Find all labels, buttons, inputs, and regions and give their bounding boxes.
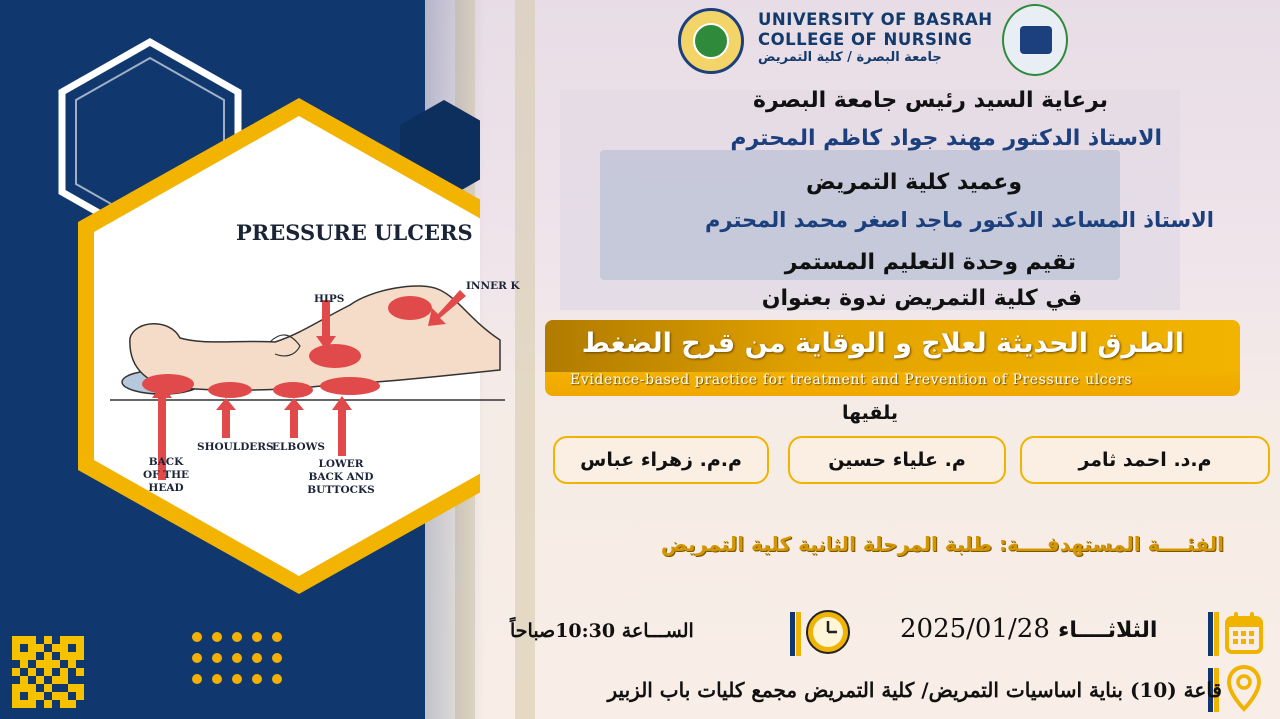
label-back-of-head: BACK OF THE HEAD: [143, 456, 189, 494]
separator: [796, 612, 801, 656]
label-shoulders: SHOULDERS: [197, 441, 274, 453]
presenter-pill: م. علياء حسين: [788, 436, 1006, 484]
qr-code-icon[interactable]: [12, 636, 84, 708]
label-lower-back: LOWER BACK AND BUTTOCKS: [307, 458, 375, 496]
patronage-line-1: برعاية السيد رئيس جامعة البصرة: [753, 88, 1108, 113]
separator: [1214, 612, 1219, 656]
seminar-title-en: Evidence-based practice for treatment and Prevention of Pressure ulcers: [570, 372, 1133, 388]
presenters-label: يلقيها: [842, 402, 898, 424]
patronage-line-3: وعميد كلية التمريض: [805, 170, 1022, 195]
seminar-title-ar: الطرق الحديثة لعلاج و الوقاية من قرح الضغط: [581, 328, 1184, 359]
label-elbows: ELBOWS: [272, 441, 325, 453]
schedule-time: [510, 620, 694, 642]
decorative-dot-grid: [192, 632, 292, 696]
target-audience: الفئــــة المستهدفــــة: طلبة المرحلة الثانية كلية التمريض: [660, 532, 1224, 556]
venue: قاعة (10) بناية اساسيات التمريض/ كلية التمريض مجمع كليات باب الزبير: [607, 678, 1222, 702]
separator: [790, 612, 795, 656]
label-hips: HIPS: [314, 293, 345, 305]
patronage-line-5: تقيم وحدة التعليم المستمر: [784, 250, 1076, 275]
clock-icon: [804, 608, 852, 656]
patronage-line-2: الاستاذ الدكتور مهند جواد كاظم المحترم: [730, 126, 1162, 151]
schedule-date-value: 2025/01/28: [900, 614, 1050, 644]
separator: [1208, 612, 1213, 656]
illustration-title: PRESSURE ULCERS: [236, 220, 473, 245]
background-stripe: [515, 0, 535, 719]
presenter-pill: م.د. احمد ثامر: [1020, 436, 1270, 484]
time-label: الســـاعة: [621, 620, 694, 642]
patronage-line-4: الاستاذ المساعد الدكتور ماجد اصغر محمد المحترم: [705, 208, 1214, 232]
label-inner: INNER K: [466, 280, 520, 292]
college-logo: [1002, 4, 1068, 76]
patronage-line-6: في كلية التمريض ندوة بعنوان: [761, 286, 1082, 311]
university-name-en: UNIVERSITY OF BASRAH COLLEGE OF NURSING: [758, 10, 993, 49]
header: [676, 2, 1074, 76]
schedule-day: الثلاثــــاء: [1058, 618, 1158, 643]
presenter-pill: م.م. زهراء عباس: [553, 436, 769, 484]
time-value: 10:30صباحاً: [510, 620, 616, 642]
calendar-icon: [1224, 610, 1264, 656]
schedule-date: [900, 614, 1157, 644]
location-pin-icon: [1226, 664, 1262, 714]
university-logo: [678, 8, 744, 74]
university-name-ar: جامعة البصرة / كلية التمريض: [758, 50, 942, 65]
